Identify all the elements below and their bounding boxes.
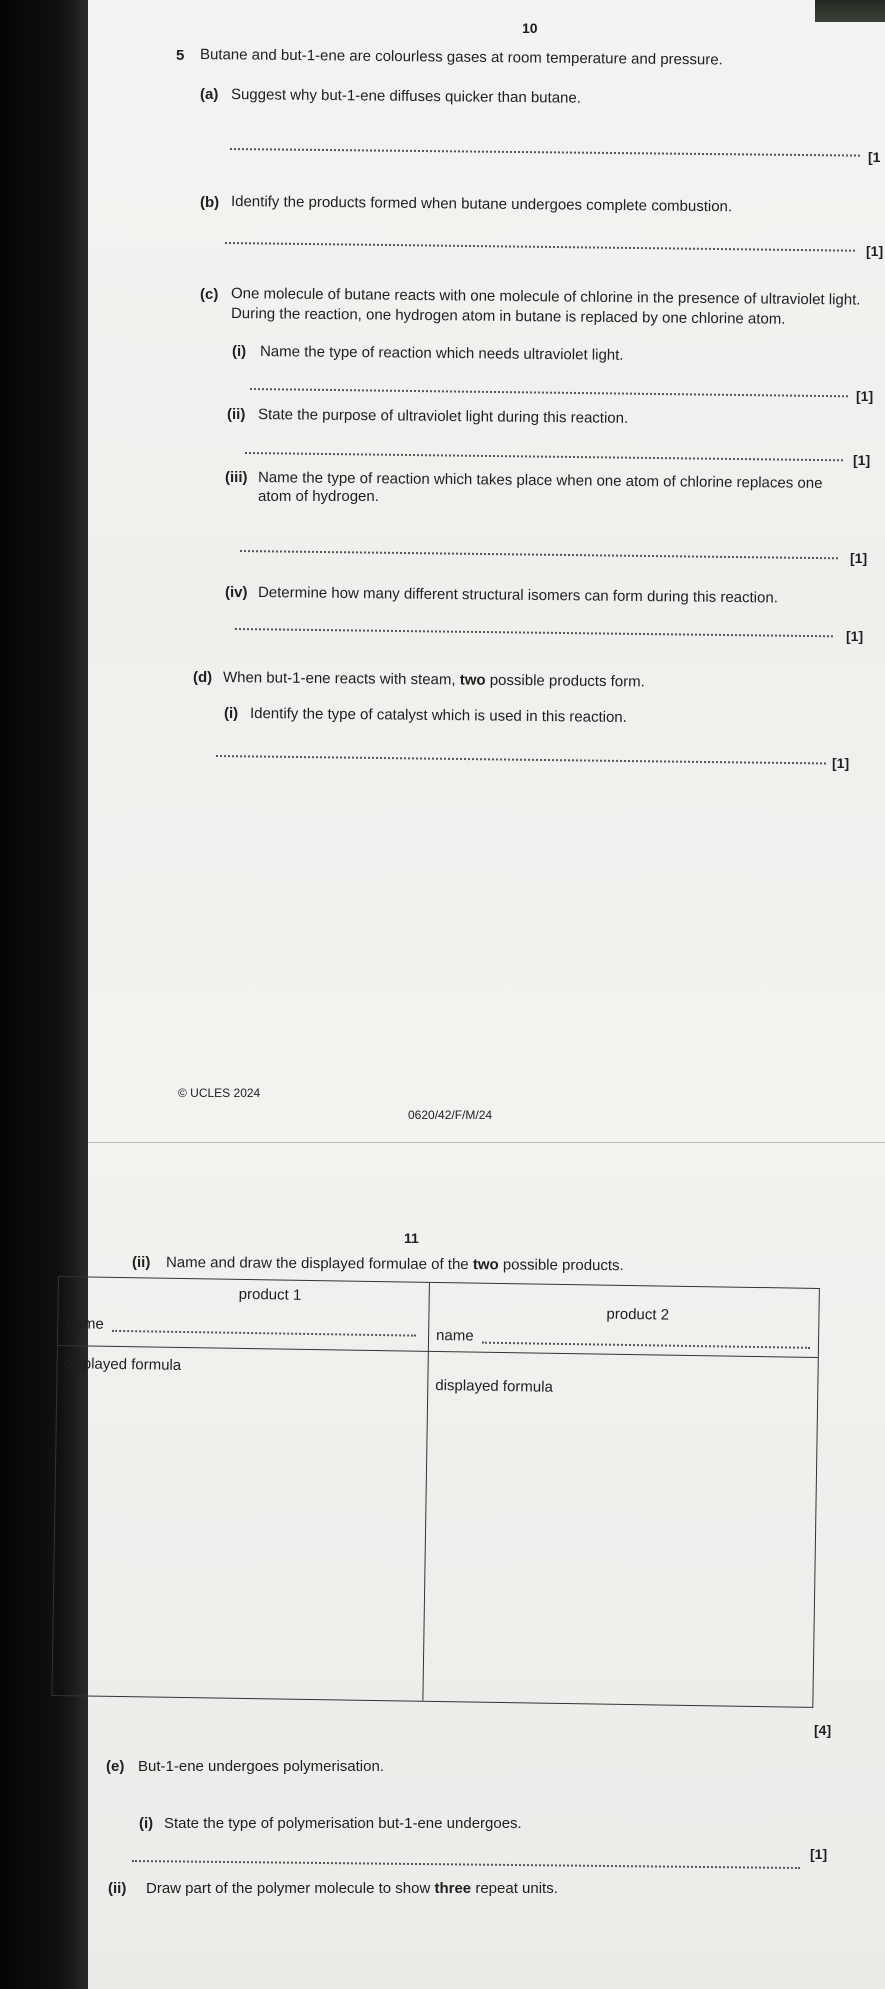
part-ciii-text: atom of hydrogen. bbox=[258, 488, 379, 505]
part-b-text: Identify the products formed when butane undergoes complete combustion. bbox=[230, 193, 733, 216]
part-di-text: Identify the type of catalyst which is used in this reaction. bbox=[249, 705, 627, 726]
mark-allocation: [1] bbox=[856, 388, 874, 404]
product-1-name-field[interactable] bbox=[112, 1330, 416, 1337]
part-eii-text: Draw part of the polymer molecule to show three repeat units. bbox=[146, 1880, 558, 1897]
part-cii-text: State the purpose of ultraviolet light during this reaction. bbox=[257, 406, 629, 427]
part-civ-text: Determine how many different structural isomers can form during this reaction. bbox=[257, 584, 779, 607]
mark-allocation: [1] bbox=[850, 550, 868, 566]
part-e-label: (e) bbox=[106, 1758, 125, 1775]
product-2-header: product 2 bbox=[606, 1305, 670, 1324]
mark-allocation: [4] bbox=[814, 1722, 832, 1738]
part-di-label: (i) bbox=[224, 705, 239, 722]
table-divider bbox=[422, 1283, 430, 1701]
product-2-name-field[interactable] bbox=[482, 1342, 810, 1349]
question-number: 5 bbox=[176, 47, 185, 64]
part-ci-text: Name the type of reaction which needs ultraviolet light. bbox=[259, 343, 624, 364]
mark-allocation: [1] bbox=[810, 1846, 828, 1862]
part-civ-label: (iv) bbox=[225, 584, 248, 601]
part-a-text: Suggest why but-1-ene diffuses quicker than butane. bbox=[230, 86, 582, 107]
part-dii-text: Name and draw the displayed formulae of the two possible products. bbox=[165, 1254, 624, 1275]
mark-allocation: [1] bbox=[832, 755, 850, 771]
part-cii-label: (ii) bbox=[227, 406, 246, 423]
answer-table bbox=[51, 1276, 820, 1708]
background-corner bbox=[815, 0, 885, 22]
part-c-text: During the reaction, one hydrogen atom in butane is replaced by one chlorine atom. bbox=[230, 305, 786, 328]
page-number: 10 bbox=[522, 20, 538, 36]
copyright: © UCLES 2024 bbox=[178, 1086, 261, 1100]
question-stem: Butane and but-1-ene are colourless gases at room temperature and pressure. bbox=[199, 46, 723, 69]
page-number: 11 bbox=[404, 1230, 419, 1246]
part-ei-text: State the type of polymerisation but-1-ene undergoes. bbox=[164, 1815, 522, 1832]
mark-allocation: [1] bbox=[866, 243, 884, 259]
displayed-formula-label: displayed formula bbox=[63, 1355, 182, 1374]
part-d-label: (d) bbox=[193, 669, 213, 686]
part-e-text: But-1-ene undergoes polymerisation. bbox=[138, 1758, 384, 1775]
part-ei-label: (i) bbox=[139, 1815, 154, 1832]
part-c-label: (c) bbox=[200, 286, 219, 303]
part-b-label: (b) bbox=[200, 194, 220, 211]
displayed-formula-label: displayed formula bbox=[435, 1376, 554, 1396]
part-ciii-label: (iii) bbox=[225, 469, 248, 486]
product-1-header: product 1 bbox=[238, 1285, 302, 1304]
part-d-text: When but-1-ene reacts with steam, two possible products form. bbox=[222, 669, 645, 691]
name-label: name bbox=[435, 1326, 474, 1345]
part-a-label: (a) bbox=[200, 86, 219, 103]
paper-code: 0620/42/F/M/24 bbox=[408, 1108, 493, 1122]
part-ci-label: (i) bbox=[232, 343, 247, 360]
part-eii-label: (ii) bbox=[108, 1880, 127, 1897]
name-label: name bbox=[66, 1315, 104, 1333]
part-ciii-text: Name the type of reaction which takes place when one atom of chlorine replaces one bbox=[257, 469, 823, 492]
mark-allocation: [1 bbox=[868, 149, 881, 165]
page-divider bbox=[88, 1142, 885, 1143]
part-dii-label: (ii) bbox=[132, 1254, 151, 1271]
mark-allocation: [1] bbox=[853, 452, 871, 468]
part-c-text: One molecule of butane reacts with one molecule of chlorine in the presence of ultraviolet light. bbox=[230, 285, 861, 309]
mark-allocation: [1] bbox=[846, 628, 864, 644]
